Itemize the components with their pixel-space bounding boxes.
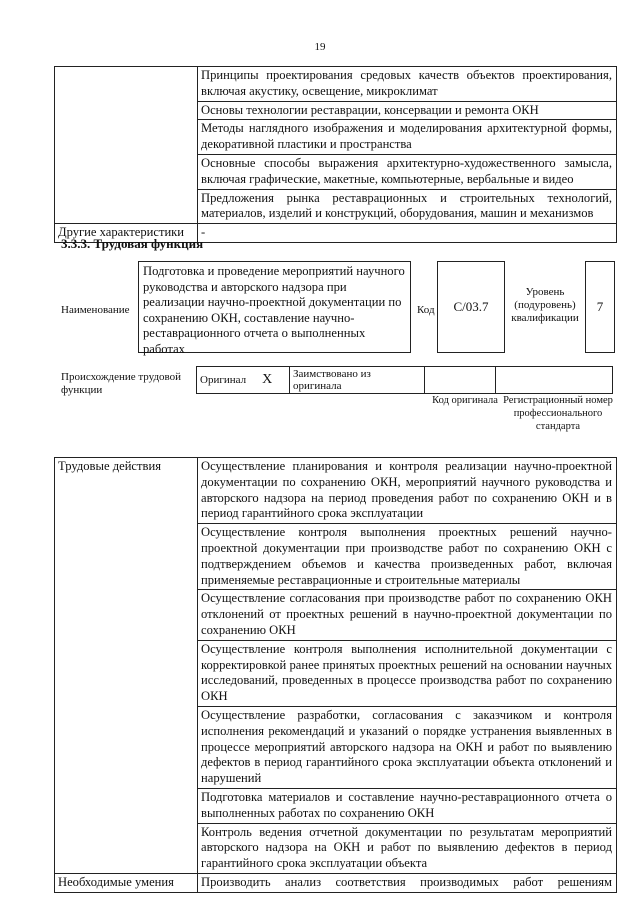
qualification-level-label: Уровень (подуровень) квалификации	[511, 286, 579, 324]
skills-label: Необходимые умения	[55, 873, 198, 892]
section-heading: 3.3.3. Трудовая функция	[61, 236, 204, 251]
table-row	[55, 458, 617, 524]
reg-number-caption: Регистрационный номер профессионального стандарта	[503, 395, 613, 432]
name-label: Наименование	[61, 304, 130, 316]
code-value-box: С/03.7	[437, 261, 505, 353]
table-row	[55, 873, 617, 892]
table-row	[55, 67, 617, 102]
labor-actions-table	[54, 457, 617, 893]
reg-number-cell	[496, 367, 613, 394]
borrowed-cell: Заимствовано из оригинала	[290, 367, 425, 394]
origin-table	[196, 366, 613, 394]
code-label: Код	[417, 304, 435, 316]
other-characteristics-label: Другие характеристики	[55, 224, 198, 243]
original-label: Оригинал	[200, 374, 247, 386]
knowledge-item: Основные способы выражения архитектурно-художественного замысла, включая графические, макетные, компьютерные, вербальные и видео	[198, 154, 617, 189]
table-row	[197, 367, 613, 394]
labor-action-item: Осуществление планирования и контроля реализации научно-проектной документации по сохранению ОКН, мероприятий научного руководства и авторского надзора на период проведения работ по сохранению ОКН и в период гарантийного срока эксплуатации	[198, 458, 617, 524]
labor-action-item: Осуществление контроля выполнения исполнительной документации с корректировкой ранее принятых проектных решений на основании научных исследований, проведенных в процессе производства работ по сохранению ОКН	[198, 640, 617, 706]
knowledge-item: Методы наглядного изображения и моделирования архитектурной формы, декоративной пластики и пространства	[198, 120, 617, 155]
labor-action-item: Осуществление согласования при производстве работ по сохранению ОКН отклонений от проектных решений в научно-проектной документации по сохранению ОКН	[198, 590, 617, 640]
labor-action-item: Подготовка материалов и составление научно-реставрационного отчета о выполненных работах по сохранению ОКН	[198, 788, 617, 823]
labor-action-item: Осуществление разработки, согласования с заказчиком и контроля исполнения рекомендаций и указаний о порядке устранения выявленных в процессе мероприятий авторского надзора на ОКН и работ по выявлению дефектов в период гарантийного срока эксплуатации объекта отклонений и нарушений	[198, 706, 617, 788]
skills-item: Производить анализ соответствия производимых работ решениям	[198, 873, 617, 892]
original-cell	[197, 367, 290, 394]
knowledge-item: Предложения рынка реставрационных и строительных технологий, материалов, изделий и конструкций, оборудования, машин и механизмов	[198, 189, 617, 224]
knowledge-item: Основы технологии реставрации, консервации и ремонта ОКН	[198, 101, 617, 120]
original-mark: Х	[262, 372, 273, 387]
code-origin-caption: Код оригинала	[432, 395, 498, 406]
other-characteristics-value: -	[198, 224, 617, 243]
knowledge-table	[54, 66, 617, 243]
empty-label-cell	[55, 67, 198, 224]
labor-action-item: Контроль ведения отчетной документации по результатам мероприятий авторского надзора на ОКН и работ по выявлению дефектов в период гарантийного срока эксплуатации объекта	[198, 823, 617, 873]
page-number: 19	[314, 41, 326, 53]
knowledge-item: Принципы проектирования средовых качеств объектов проектирования, включая акустику, освещение, микроклимат	[198, 67, 617, 102]
labor-actions-label: Трудовые действия	[55, 458, 198, 874]
code-origin-cell	[425, 367, 496, 394]
labor-action-item: Осуществление контроля выполнения проектных решений научно-проектной документации при производстве работ по сохранению ОКН с подтверждением объемов и качества произведенных работ, включая применяемые реставрационные и строительные материалы	[198, 524, 617, 590]
qualification-level-box: 7	[585, 261, 615, 353]
function-name-box: Подготовка и проведение мероприятий научного руководства и авторского надзора при реализации научно-проектной документации по сохранению ОКН, составление научно-реставрационного отчета о выполненных работах	[138, 261, 411, 353]
origin-label: Происхождение трудовой функции	[61, 371, 182, 396]
